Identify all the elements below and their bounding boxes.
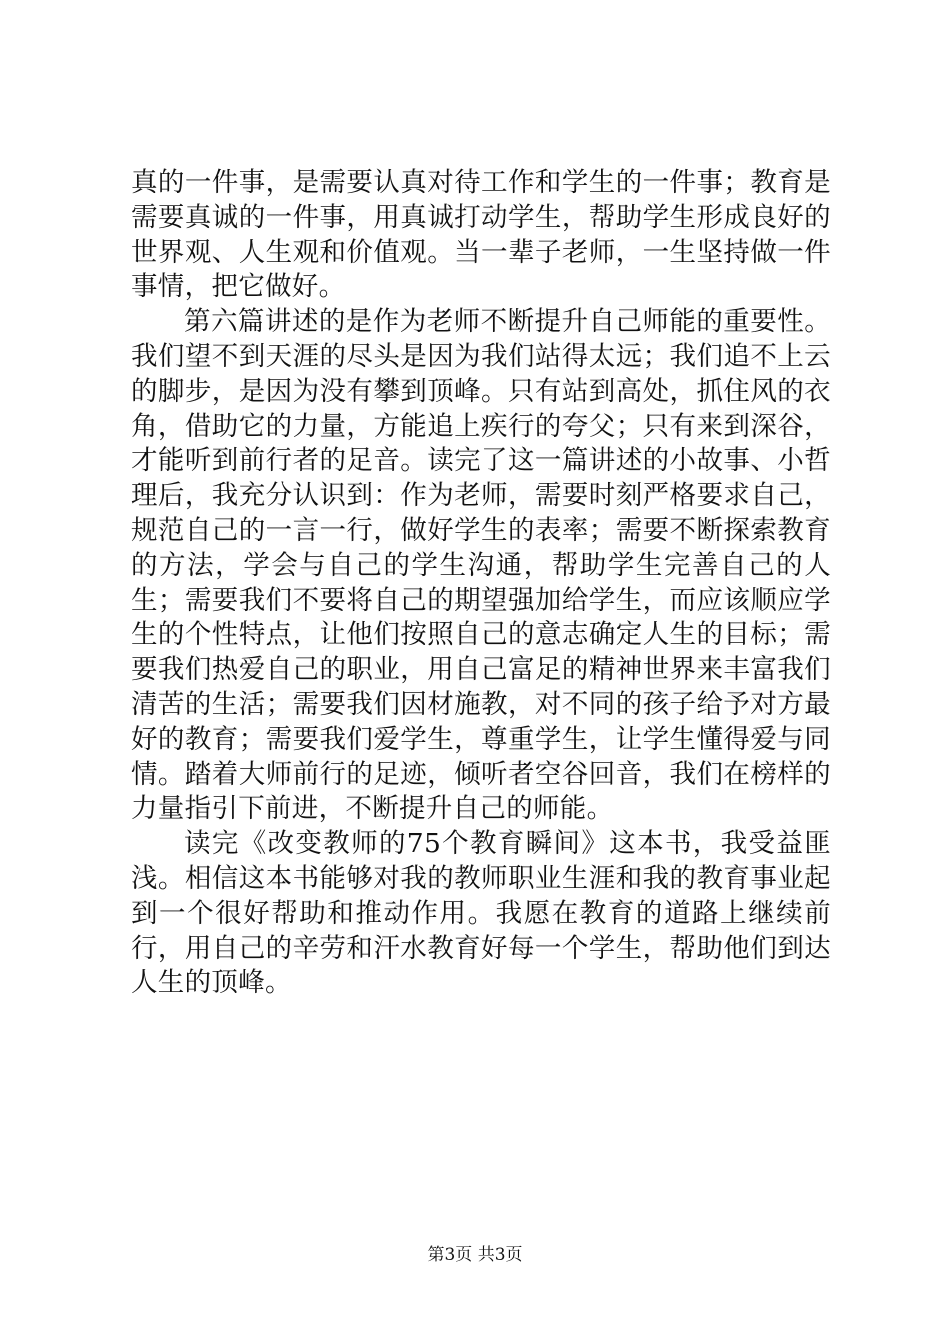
paragraph-continuation: 真的一件事，是需要认真对待工作和学生的一件事；教育是需要真诚的一件事，用真诚打动学生，帮助学生形成良好的世界观、人生观和价值观。当一辈子老师，一生坚持做一件事情，把它做好。 xyxy=(131,167,831,303)
document-body xyxy=(131,166,831,1001)
page-footer: 第3页 共3页 xyxy=(427,1245,523,1265)
paragraph-sixth-chapter: 第六篇讲述的是作为老师不断提升自己师能的重要性。我们望不到天涯的尽头是因为我们站得太远；我们追不上云的脚步，是因为没有攀到顶峰。只有站到高处，抓住风的衣角，借助它的力量，方能追上疾行的夸父；只有来到深谷，才能听到前行者的足音。读完了这一篇讲述的小故事、小哲理后，我充分认识到：作为老师，需要时刻严格要求自己，规范自己的一言一行，做好学生的表率；需要不断探索教育的方法，学会与自己的学生沟通，帮助学生完善自己的人生；需要我们不要将自己的期望强加给学生，而应该顺应学生的个性特点，让他们按照自己的意志确定人生的目标；需要我们热爱自己的职业，用自己富足的精神世界来丰富我们清苦的生活；需要我们因材施教，对不同的孩子给予对方最好的教育；需要我们爱学生，尊重学生，让学生懂得爱与同情。踏着大师前行的足迹，倾听者空谷回音，我们在榜样的力量指引下前进，不断提升自己的师能。 xyxy=(131,306,831,825)
paragraph-conclusion: 读完《改变教师的75个教育瞬间》这本书，我受益匪浅。相信这本书能够对我的教师职业生涯和我的教育事业起到一个很好帮助和推动作用。我愿在教育的道路上继续前行，用自己的辛劳和汗水教育好每一个学生，帮助他们到达人生的顶峰。 xyxy=(131,828,831,999)
